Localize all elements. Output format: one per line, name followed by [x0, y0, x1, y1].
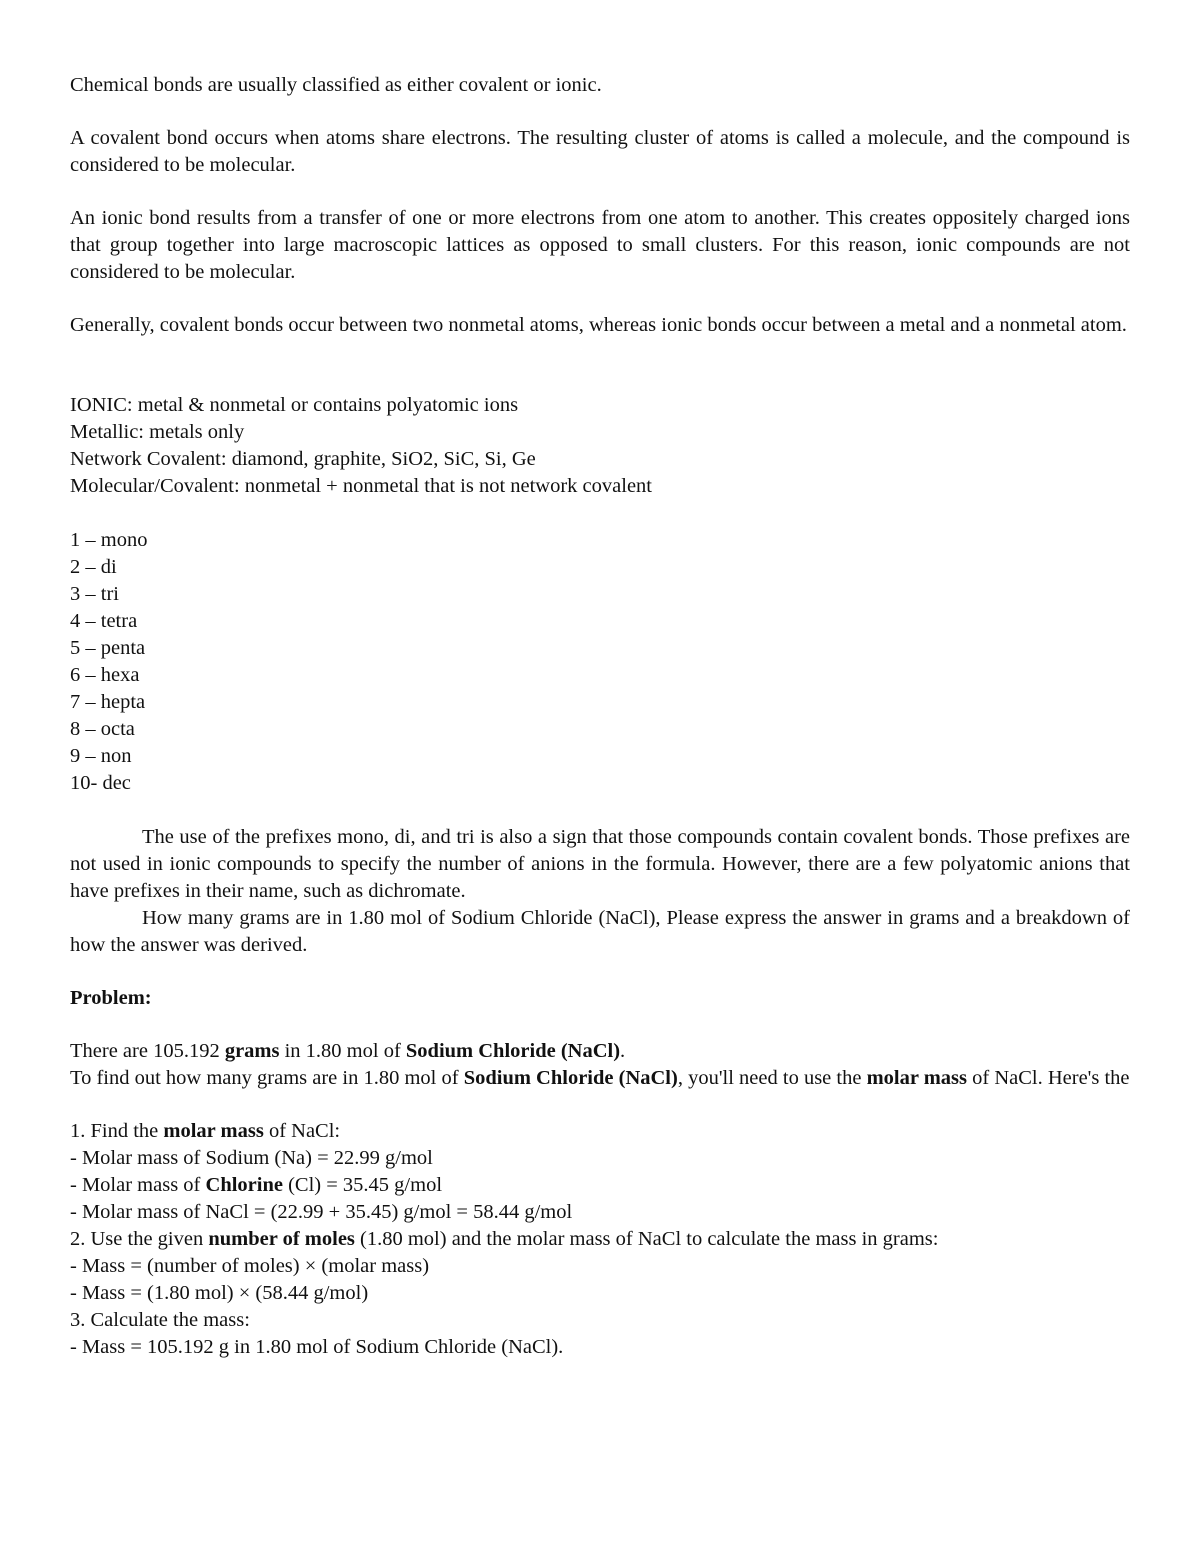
intro-paragraph-2: A covalent bond occurs when atoms share electrons. The resulting cluster of atoms is called a molecule, and the compound is considered to be molecular.	[70, 127, 1130, 176]
intro-paragraph-3: An ionic bond results from a transfer of one or more electrons from one atom to another. This creates oppositely charged ions that group together into large macroscopic lattices as opposed to small clusters. For this reason, ionic compounds are not considered to be molecular.	[70, 207, 1130, 283]
bond-type-network-covalent: Network Covalent: diamond, graphite, SiO2, SiC, Si, Ge	[70, 448, 536, 470]
prefix-item: 5 – penta	[70, 637, 146, 659]
prefix-item: 8 – octa	[70, 718, 135, 740]
prefix-item: 4 – tetra	[70, 610, 138, 632]
step-2: 2. Use the given number of moles (1.80 mol) and the molar mass of NaCl to calculate the mass in grams:	[70, 1228, 939, 1250]
answer-line-1: There are 105.192 grams in 1.80 mol of Sodium Chloride (NaCl).	[70, 1040, 626, 1062]
prefix-item: 9 – non	[70, 745, 132, 767]
prefix-item: 3 – tri	[70, 583, 119, 605]
answer-line-2: To find out how many grams are in 1.80 mol of Sodium Chloride (NaCl), you'll need to use the molar mass of NaCl. Here's the	[70, 1067, 1130, 1089]
step-2-line-1: - Mass = (number of moles) × (molar mass)	[70, 1255, 430, 1277]
bond-type-ionic: IONIC: metal & nonmetal or contains polyatomic ions	[70, 394, 519, 416]
step-1-line-3: - Molar mass of NaCl = (22.99 + 35.45) g/mol = 58.44 g/mol	[70, 1201, 573, 1223]
step-1: 1. Find the molar mass of NaCl:	[70, 1120, 341, 1142]
bond-types-list	[70, 392, 1130, 500]
bond-type-metallic: Metallic: metals only	[70, 421, 245, 443]
question-paragraph: How many grams are in 1.80 mol of Sodium Chloride (NaCl), Please express the answer in grams and a breakdown of how the answer was derived.	[70, 907, 1130, 956]
prefix-item: 6 – hexa	[70, 664, 140, 686]
solution-steps	[70, 1118, 1130, 1361]
problem-heading: Problem:	[70, 987, 152, 1009]
step-3-line-1: - Mass = 105.192 g in 1.80 mol of Sodium Chloride (NaCl).	[70, 1336, 564, 1358]
prefix-item: 7 – hepta	[70, 691, 146, 713]
prefix-item: 2 – di	[70, 556, 117, 578]
intro-paragraph-4: Generally, covalent bonds occur between two nonmetal atoms, whereas ionic bonds occur between a metal and a nonmetal atom.	[70, 314, 1127, 336]
intro-paragraph-1: Chemical bonds are usually classified as either covalent or ionic.	[70, 74, 602, 96]
step-2-line-2: - Mass = (1.80 mol) × (58.44 g/mol)	[70, 1282, 369, 1304]
prefix-item: 1 – mono	[70, 529, 148, 551]
prefix-list	[70, 527, 1130, 797]
step-1-line-2: - Molar mass of Chlorine (Cl) = 35.45 g/mol	[70, 1174, 443, 1196]
prefix-item: 10- dec	[70, 772, 131, 794]
bond-type-molecular: Molecular/Covalent: nonmetal + nonmetal that is not network covalent	[70, 475, 652, 497]
prefix-note-paragraph: The use of the prefixes mono, di, and tri is also a sign that those compounds contain covalent bonds. Those prefixes are not used in ionic compounds to specify the number of anions in the formula. However, there are a few polyatomic anions that have prefixes in their name, such as dichromate.	[70, 826, 1130, 902]
step-3: 3. Calculate the mass:	[70, 1309, 250, 1331]
step-1-line-1: - Molar mass of Sodium (Na) = 22.99 g/mol	[70, 1147, 433, 1169]
document-page	[70, 72, 1130, 1361]
